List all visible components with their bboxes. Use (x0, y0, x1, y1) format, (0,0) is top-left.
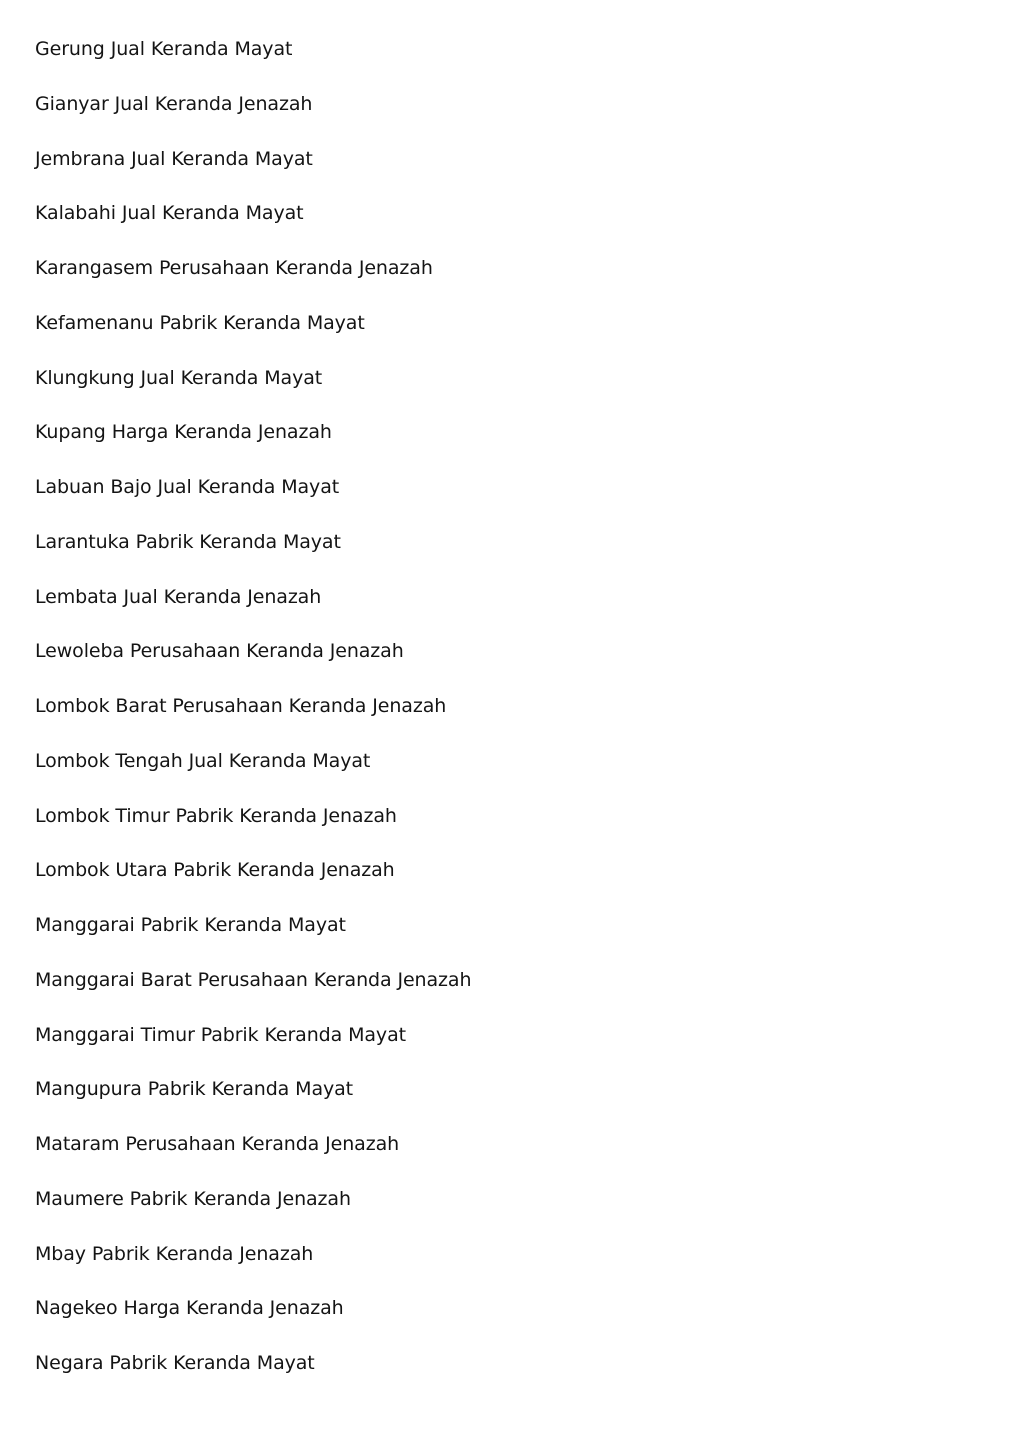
list-item: Manggarai Barat Perusahaan Keranda Jenazah (35, 968, 472, 991)
list-item: Labuan Bajo Jual Keranda Mayat (35, 476, 340, 498)
list-item: Jembrana Jual Keranda Mayat (35, 147, 313, 170)
list-item: Lewoleba Perusahaan Keranda Jenazah (35, 640, 404, 663)
list-item: Lembata Jual Keranda Jenazah (35, 585, 322, 608)
list-item: Mbay Pabrik Keranda Jenazah (35, 1242, 314, 1265)
list-item: Karangasem Perusahaan Keranda Jenazah (35, 257, 433, 279)
list-item: Lombok Timur Pabrik Keranda Jenazah (35, 804, 397, 827)
list-item: Mataram Perusahaan Keranda Jenazah (35, 1133, 400, 1155)
list-item: Maumere Pabrik Keranda Jenazah (35, 1187, 351, 1210)
list-item: Manggarai Timur Pabrik Keranda Mayat (35, 1023, 406, 1046)
list-item: Kalabahi Jual Keranda Mayat (35, 202, 304, 225)
list-item: Mangupura Pabrik Keranda Mayat (35, 1078, 354, 1101)
list-item: Negara Pabrik Keranda Mayat (35, 1352, 315, 1374)
list-item: Kefamenanu Pabrik Keranda Mayat (35, 311, 365, 334)
list-item: Larantuka Pabrik Keranda Mayat (35, 530, 341, 553)
list-item: Gianyar Jual Keranda Jenazah (35, 92, 313, 115)
entry-list (35, 36, 935, 1405)
list-item: Nagekeo Harga Keranda Jenazah (35, 1297, 344, 1320)
list-item: Klungkung Jual Keranda Mayat (35, 366, 323, 389)
list-item: Kupang Harga Keranda Jenazah (35, 421, 332, 444)
list-item: Lombok Utara Pabrik Keranda Jenazah (35, 859, 395, 882)
list-item: Lombok Barat Perusahaan Keranda Jenazah (35, 695, 447, 717)
list-item: Lombok Tengah Jual Keranda Mayat (35, 749, 371, 772)
list-item: Gerung Jual Keranda Mayat (35, 38, 293, 60)
list-item: Manggarai Pabrik Keranda Mayat (35, 914, 346, 936)
